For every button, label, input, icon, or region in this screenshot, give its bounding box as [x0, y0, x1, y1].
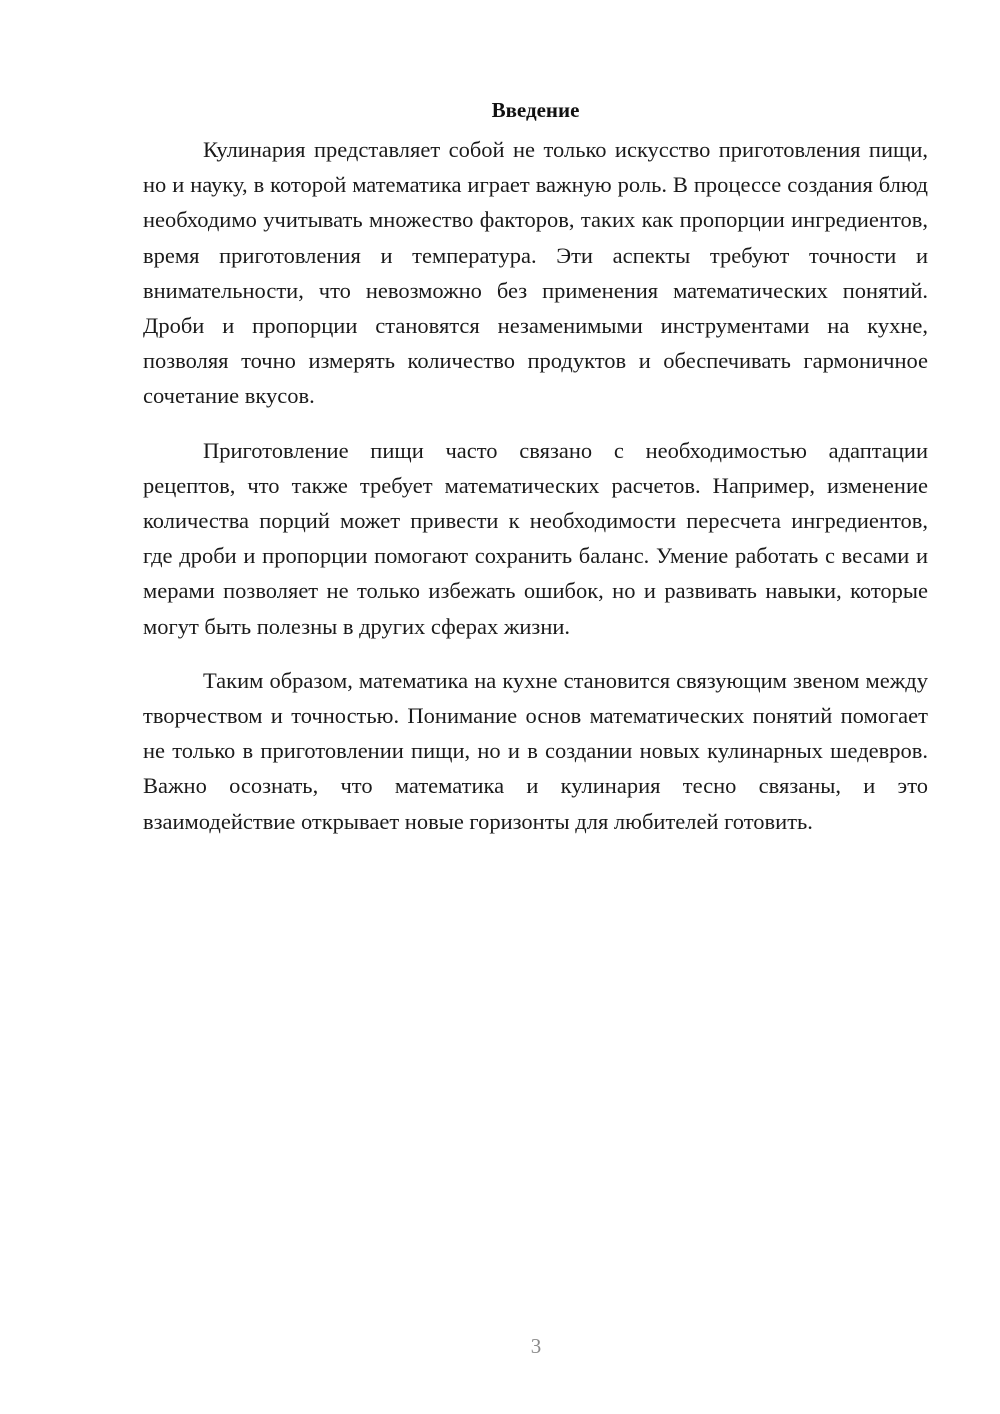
paragraph-intro: Кулинария представляет собой не только искусство приготовления пищи, но и науку, в которой математика играет важную роль. В процессе создания блюд необходимо учитывать множество факторов, таких как пропорции ингредиентов, время приготовления и температура. Эти аспекты требуют точности и внимательности, что невозможно без применения математических понятий. Дроби и пропорции становятся незаменимыми инструментами на кухне, позволяя точно измерять количество продуктов и обеспечивать гармоничное сочетание вкусов. [143, 137, 928, 409]
document-body [143, 92, 928, 858]
paragraph-conclusion: Таким образом, математика на кухне становится связующим звеном между творчеством и точностью. Понимание основ математических понятий помогает не только в приготовлении пищи, но и в создании новых кулинарных шедевров. Важно осознать, что математика и кулинария тесно связаны, и это взаимодействие открывает новые горизонты для любителей готовить. [143, 667, 928, 834]
paragraph-recipe-adaptation: Приготовление пищи часто связано с необходимостью адаптации рецептов, что также требует математических расчетов. Например, изменение количества порций может привести к необходимости пересчета ингредиентов, где дроби и пропорции помогают сохранить баланс. Умение работать с весами и мерами позволяет не только избежать ошибок, но и развивать навыки, которые могут быть полезны в других сферах жизни. [143, 437, 928, 639]
section-heading: Введение [491, 98, 580, 122]
page-number: 3 [530, 1334, 542, 1358]
